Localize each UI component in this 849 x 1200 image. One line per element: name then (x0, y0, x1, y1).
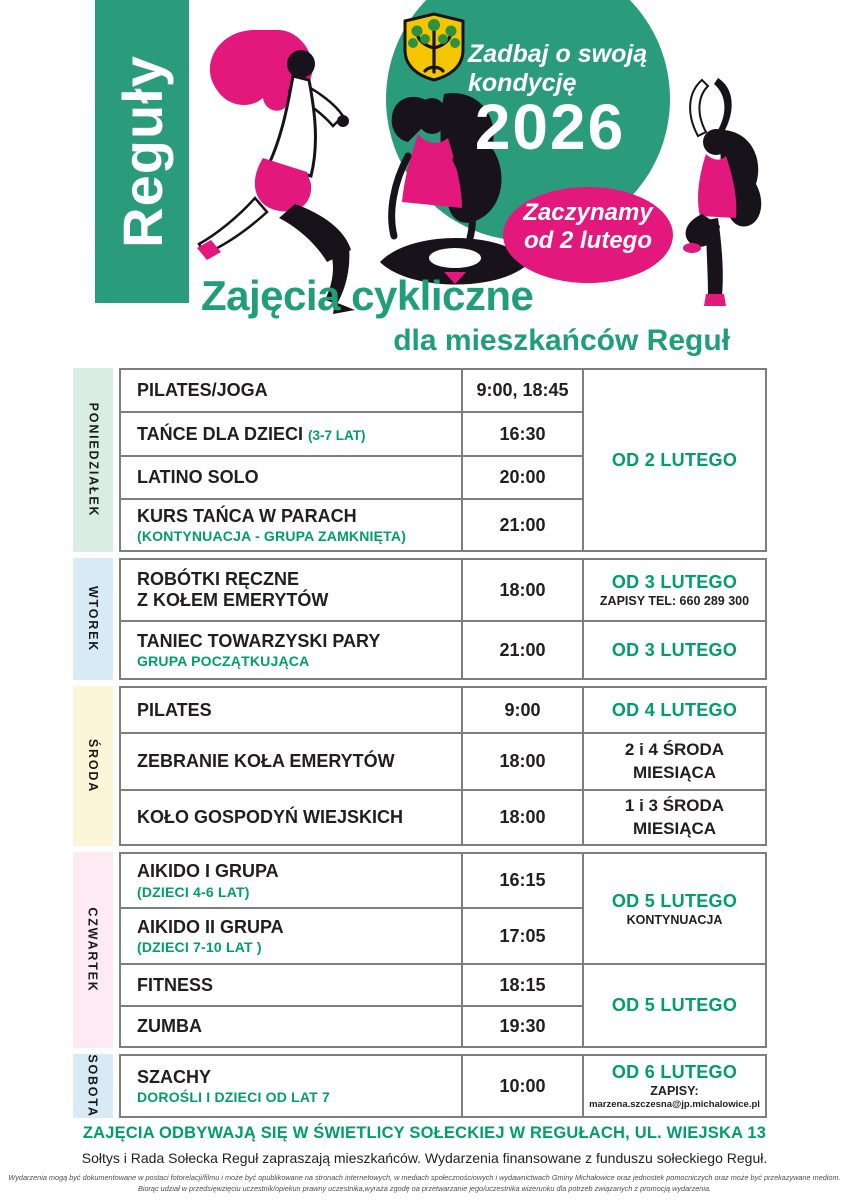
activity-cell (120, 687, 462, 733)
day-table (119, 558, 767, 680)
day-strip (73, 558, 113, 680)
table-row (120, 559, 766, 621)
activity-cell (120, 908, 462, 964)
day-section-poniedzialek (73, 368, 773, 552)
activity-name: KURS TAŃCA W PARACH (137, 505, 357, 526)
tree-pose-illustration (683, 78, 761, 306)
tagline (468, 40, 647, 97)
info-email: marzena.szczesna@jp.michalowice.pl (589, 1099, 760, 1110)
time-cell: 18:00 (462, 559, 583, 621)
badge-line-2: od 2 lutego (524, 227, 652, 255)
info-cell (583, 621, 766, 679)
info-black-line2: MIESIĄCA (632, 818, 717, 838)
activity-note: (DZIECI 4-6 LAT) (137, 883, 250, 900)
day-section-wtorek (73, 558, 773, 680)
activity-note: GRUPA POCZĄTKUJĄCA (137, 653, 310, 670)
table-row (120, 853, 766, 908)
activity-name: ROBÓTKI RĘCZNE (137, 569, 299, 590)
table-row (120, 790, 766, 845)
day-section-sroda (73, 686, 773, 846)
day-label: PONIEDZIAŁEK (86, 402, 101, 518)
time-cell: 10:00 (462, 1055, 583, 1117)
day-strip (73, 686, 113, 846)
activity-name: PILATES (137, 699, 212, 720)
info-main: OD 6 LUTEGO (611, 1062, 738, 1082)
activity-cell (120, 1055, 462, 1117)
activity-note: (DZIECI 7-10 LAT ) (137, 939, 262, 956)
activity-name: TANIEC TOWARZYSKI PARY (137, 630, 381, 651)
activity-name: SZACHY (137, 1066, 212, 1087)
footer-disclaimer-line-2: Biorąc udział w przedsięwzięciu uczestnik/opiekun prawny uczestnika,wyraża zgodę na przetwarzanie jego/uczestnika wizerunku dla potrzeb związanych z promocją wydarzenia. (137, 1183, 712, 1193)
table-row (120, 687, 766, 733)
year-label: 2026 (474, 91, 626, 163)
activity-name-line2: Z KOŁEM EMERYTÓW (137, 590, 329, 610)
schedule (73, 368, 773, 1124)
day-label: WTOREK (86, 585, 100, 653)
info-main: OD 3 LUTEGO (611, 639, 738, 660)
time-cell: 18:00 (462, 790, 583, 845)
tagline-line-1: Zadbaj o swoją (468, 40, 648, 68)
table-row (120, 369, 766, 412)
activity-name: ZEBRANIE KOŁA EMERYTÓW (137, 751, 395, 772)
activity-note: DOROŚLI I DZIECI OD LAT 7 (137, 1089, 330, 1106)
day-table (119, 1054, 767, 1118)
activity-cell (120, 733, 462, 790)
day-label: SOBOTA (86, 1054, 101, 1118)
activity-cell (120, 1006, 462, 1047)
activity-name: FITNESS (137, 974, 214, 995)
time-cell: 16:30 (462, 412, 583, 456)
info-cell (583, 964, 766, 1047)
info-main: OD 5 LUTEGO (611, 995, 738, 1015)
day-table (119, 686, 767, 846)
time-cell: 21:00 (462, 621, 583, 679)
info-black-line1: 1 i 3 ŚRODA (624, 796, 725, 816)
day-strip (73, 368, 113, 552)
info-cell (583, 369, 766, 551)
activity-name: KOŁO GOSPODYŃ WIEJSKICH (137, 807, 404, 828)
activity-cell (120, 559, 462, 621)
info-black-line2: MIESIĄCA (632, 762, 717, 782)
info-main: OD 4 LUTEGO (611, 699, 738, 720)
footer-invitation: Sołtys i Rada Sołecka Reguł zapraszają mieszkańców. Wydarzenia finansowane z funduszu sołeckiego Reguł. (81, 1150, 768, 1166)
info-main: OD 3 LUTEGO (611, 572, 738, 592)
info-cell (583, 853, 766, 964)
table-row (120, 964, 766, 1006)
activity-name: LATINO SOLO (137, 467, 259, 488)
start-badge-text (502, 199, 674, 256)
activity-name: TAŃCE DLA DZIECI (137, 423, 303, 444)
activity-cell (120, 621, 462, 679)
day-label: ŚRODA (86, 738, 100, 794)
page-subtitle: dla mieszkańców Reguł (393, 324, 730, 357)
footer-disclaimer-line-1: Wydarzenia mogą być dokumentowane w postaci fotorelacji/filmu i może być opublikowane na stronach internetowych, w mediach społecznościowych i wydawnictwach Gminy Michałowice oraz jednostek pomocniczych oraz może być przekazywane mediom. (8, 1173, 841, 1182)
activity-cell (120, 456, 462, 499)
table-row (120, 733, 766, 790)
activity-name: ZUMBA (137, 1016, 202, 1037)
table-row (120, 621, 766, 679)
day-strip (73, 852, 113, 1048)
time-cell: 19:30 (462, 1006, 583, 1047)
activity-cell (120, 853, 462, 908)
info-black-line1: 2 i 4 ŚRODA (624, 740, 725, 760)
info-cell (583, 790, 766, 845)
activity-name: AIKIDO II GRUPA (137, 916, 284, 937)
michalowice-tree-crest-icon (405, 14, 463, 80)
info-cell (583, 687, 766, 733)
page-title: Zajęcia cykliczne (201, 272, 534, 319)
time-cell: 18:00 (462, 733, 583, 790)
footer-venue: ZAJĘCIA ODBYWAJĄ SIĘ W ŚWIETLICY SOŁECKIEJ W REGUŁACH, UL. WIEJSKA 13 (82, 1124, 767, 1142)
time-cell: 21:00 (462, 499, 583, 551)
time-cell: 18:15 (462, 964, 583, 1006)
info-cell (583, 559, 766, 621)
activity-name: PILATES/JOGA (137, 380, 268, 401)
time-cell: 17:05 (462, 908, 583, 964)
time-cell: 16:15 (462, 853, 583, 908)
activity-cell (120, 499, 462, 551)
day-table (119, 368, 767, 552)
badge-line-1: Zaczynamy (523, 199, 653, 226)
activity-note: (KONTYNUACJA - GRUPA ZAMKNIĘTA) (137, 528, 407, 545)
info-sub: ZAPISY: (650, 1084, 699, 1098)
day-section-sobota (73, 1054, 773, 1118)
banner-label: Reguły (110, 55, 174, 248)
day-section-czwartek (73, 852, 773, 1048)
info-main: OD 5 LUTEGO (611, 890, 738, 911)
day-table (119, 852, 767, 1048)
time-cell: 9:00 (462, 687, 583, 733)
activity-cell (120, 964, 462, 1006)
info-main: OD 2 LUTEGO (611, 449, 738, 470)
day-strip (73, 1054, 113, 1118)
day-label: CZWARTEK (86, 907, 101, 993)
info-sub: KONTYNUACJA (626, 912, 723, 927)
activity-cell (120, 369, 462, 412)
time-cell: 20:00 (462, 456, 583, 499)
info-cell (583, 1055, 766, 1117)
time-cell: 9:00, 18:45 (462, 369, 583, 412)
info-cell (583, 733, 766, 790)
reguly-banner (95, 0, 189, 303)
info-sub: ZAPISY TEL: 660 289 300 (599, 594, 750, 608)
activity-cell (120, 790, 462, 845)
tagline-line-2: kondycję (468, 68, 577, 97)
footer-disclaimer (0, 1173, 849, 1194)
activity-cell (120, 412, 462, 456)
activity-note: (3-7 LAT) (308, 427, 366, 443)
table-row (120, 1055, 766, 1117)
activity-name: AIKIDO I GRUPA (137, 861, 279, 882)
